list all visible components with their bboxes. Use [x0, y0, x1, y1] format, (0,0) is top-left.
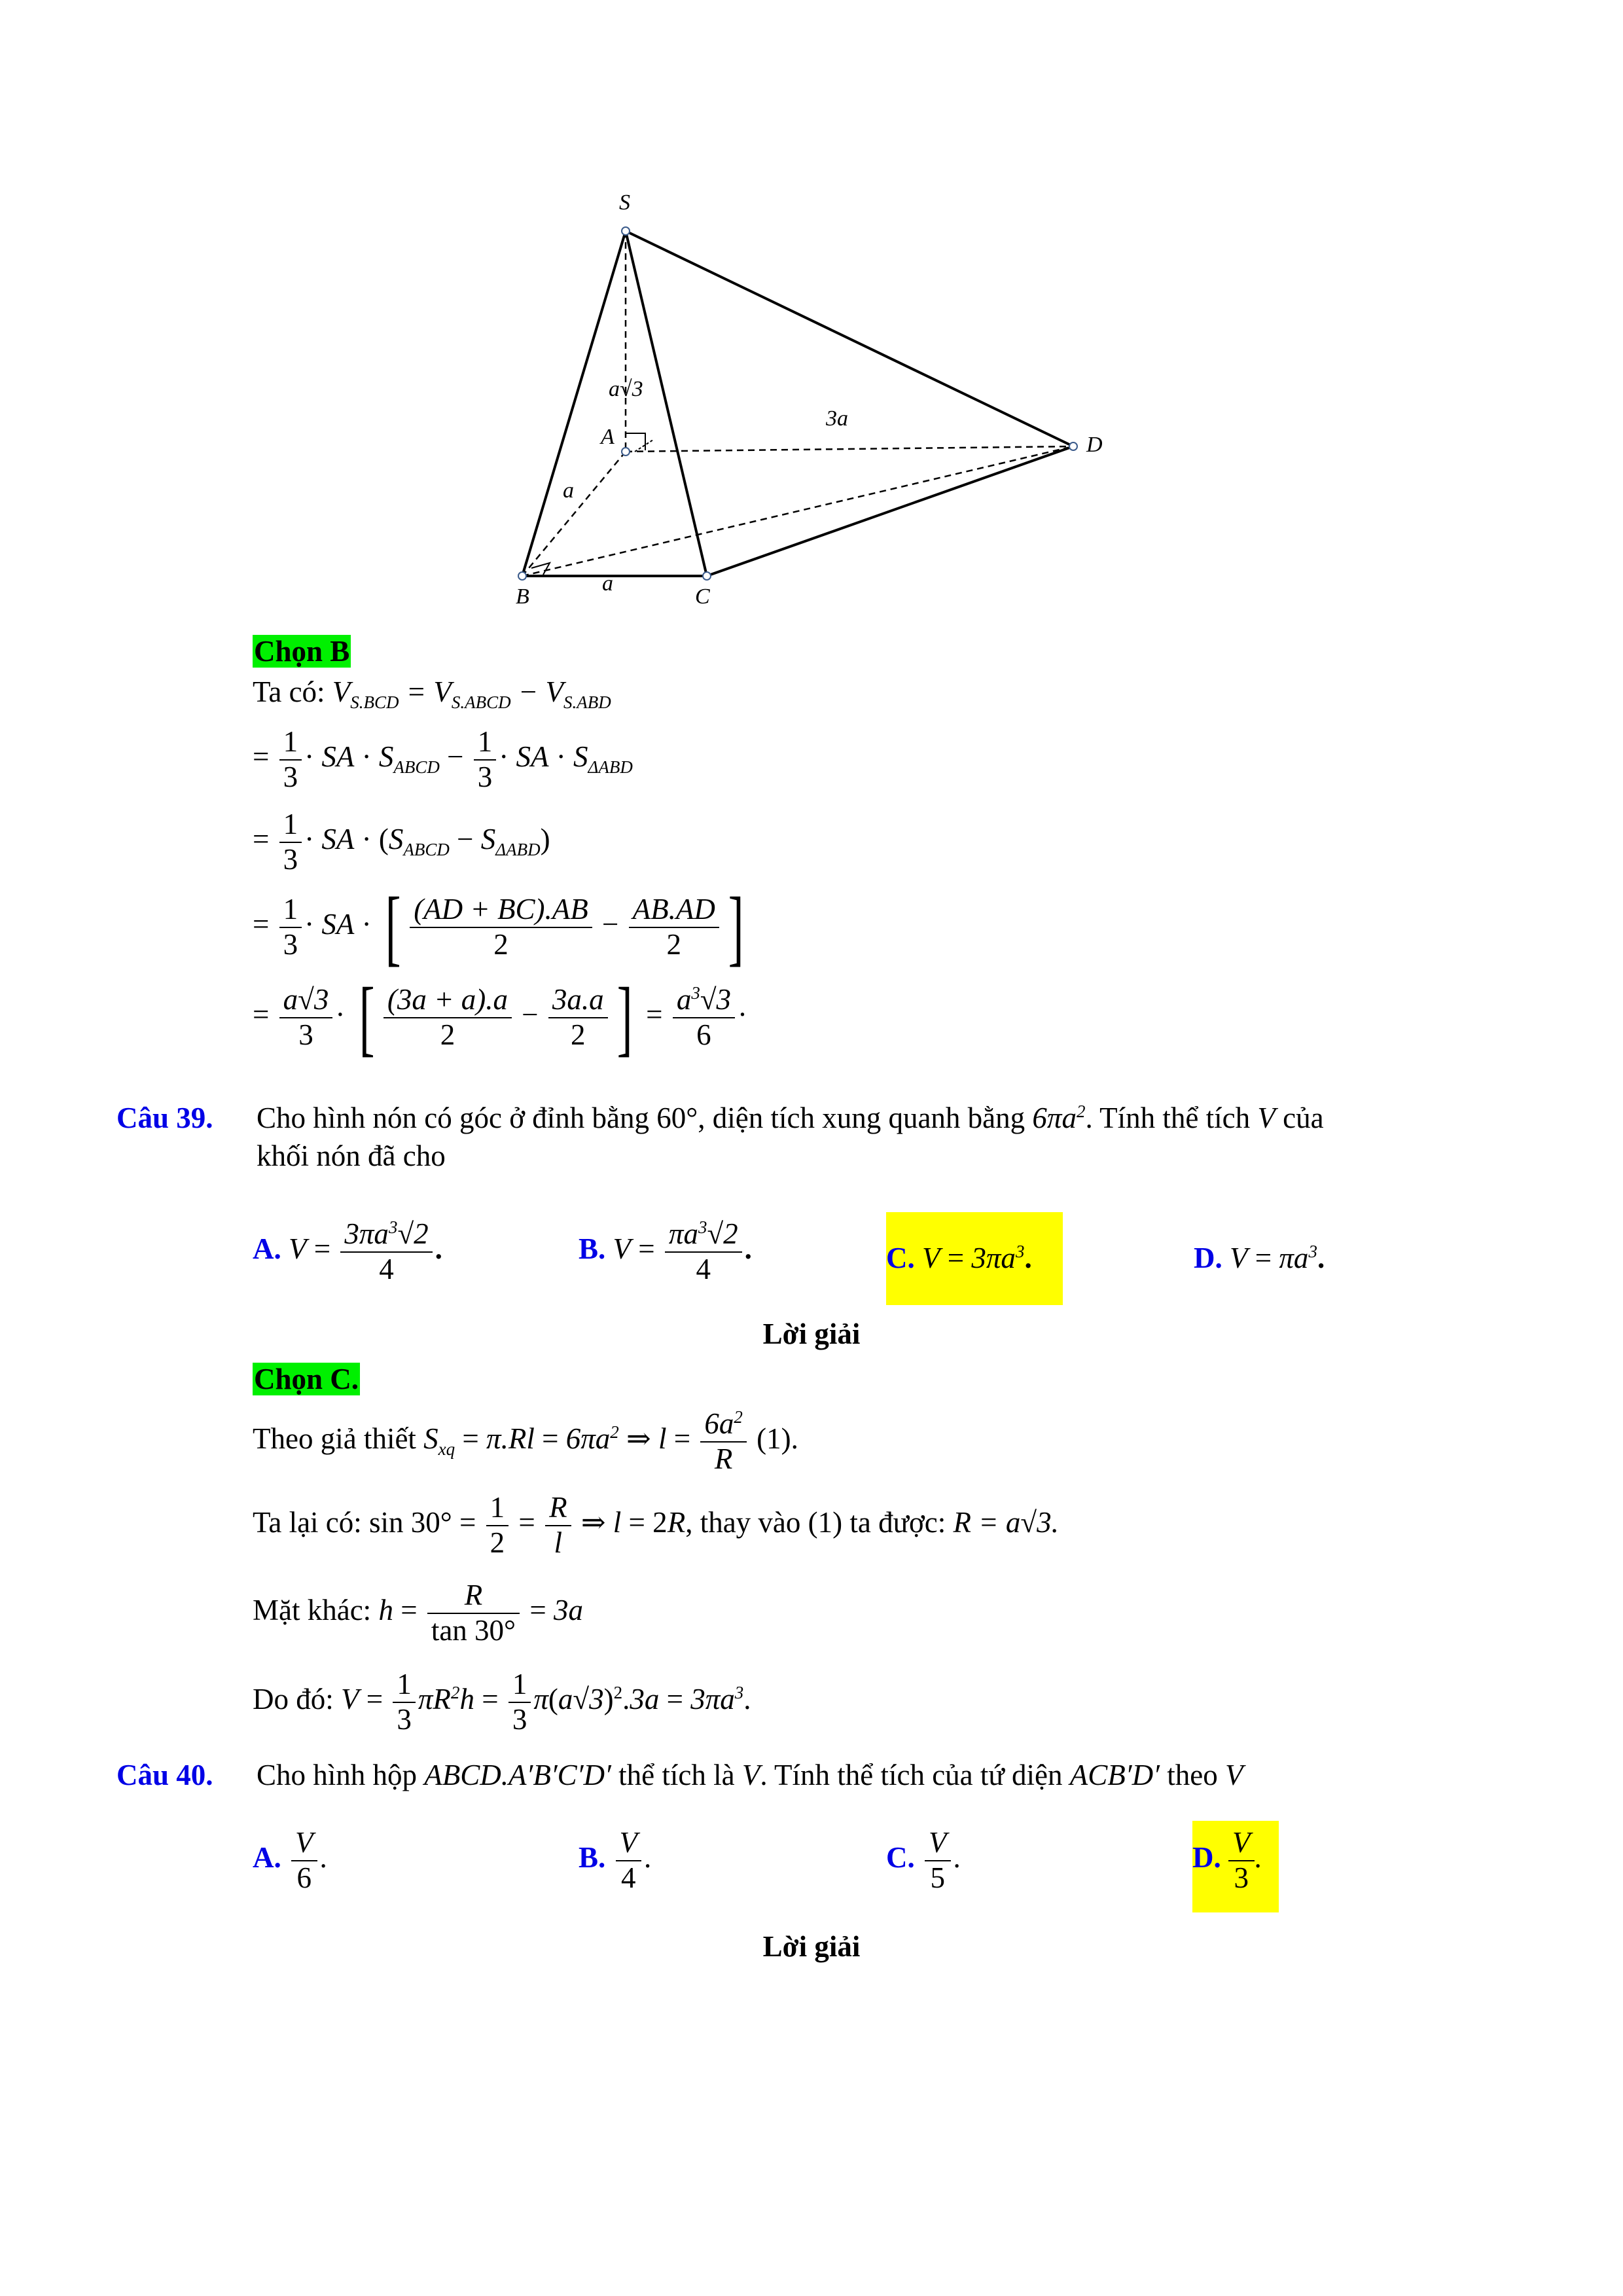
q40-label: Câu 40.	[116, 1759, 213, 1791]
q40-v: V	[741, 1759, 760, 1791]
q40-tetra-name: ACB′D′	[1069, 1759, 1160, 1791]
q39-label: Câu 39.	[116, 1102, 213, 1134]
q39-option-b[interactable]: B. V = $\frac{\pi a^3√2}{4}$ .	[579, 1217, 752, 1285]
q39-step-1: Theo giả thiết $S_{xq} = \pi.Rl = 6\pi a^2$ ⇒ l = $\frac{6a^2}{R}$ (1).	[253, 1407, 798, 1475]
vertex-d-label: D	[1086, 433, 1103, 457]
q39-option-d[interactable]: D. $V = \pi a^3$.	[1194, 1242, 1325, 1274]
sol38-line3-render: = $\frac{1}{3}$ · SA · $(S_{ABCD} - S_{\Delta ABD})$	[253, 808, 550, 876]
q39-step-3: Mặt khác: h = $\frac{R}{\tan 30^\circ}$ = 3a	[253, 1579, 583, 1647]
q39-step3-prefix: Mặt khác:	[253, 1594, 372, 1627]
q39-option-d-letter: D.	[1194, 1242, 1222, 1274]
q40-header	[116, 1758, 213, 1792]
q39-option-c[interactable]: C. $V = 3\pi a^3$.	[886, 1212, 1063, 1305]
q39-text-line1: Cho hình nón có góc ở đỉnh bằng 60°, diện tích xung quanh bằng $6\pi a^2$. Tính thể tích V của	[257, 1102, 1324, 1134]
q39-choose	[253, 1361, 360, 1397]
q40-text-a: Cho hình hộp	[257, 1759, 418, 1791]
q40-option-c[interactable]: C. $\frac{V}{5}$ .	[886, 1826, 961, 1894]
q39-step2-prefix: Ta lại có:	[253, 1506, 362, 1539]
edge-ad-label: 3a	[826, 406, 848, 431]
vertex-c-label: C	[695, 584, 710, 609]
sol38-line1-prefix: Ta có:	[253, 675, 325, 708]
sol38-line-2	[253, 725, 633, 795]
sol38-line-1	[253, 674, 611, 713]
q40-option-d[interactable]: D. $\frac{V}{3}$ .	[1192, 1821, 1279, 1912]
q40-option-a-num: V	[291, 1826, 317, 1861]
q40-option-c-num: V	[925, 1826, 951, 1861]
q40-text-d: theo	[1167, 1759, 1218, 1791]
vertex-b-label: B	[516, 584, 529, 609]
q40-option-b-letter: B.	[579, 1841, 606, 1874]
q39-option-a-letter: A.	[253, 1232, 281, 1266]
q39-header	[116, 1101, 213, 1135]
sol38-line-4	[253, 880, 750, 975]
q40-option-a[interactable]: A. $\frac{V}{6}$ .	[253, 1826, 327, 1894]
q39-step2-tail: ta được:	[849, 1506, 946, 1539]
sol38-line4-render: = $\frac{1}{3}$ · SA · [ $\frac{(AD + BC).AB}{2}$ − $\frac{AB.AD}{2}$ ]	[253, 880, 744, 975]
q40-box-name: ABCD.A′B′C′D′	[424, 1759, 611, 1791]
q39-option-b-letter: B.	[579, 1232, 606, 1266]
q40-text-c: . Tính thể tích của tứ diện	[760, 1759, 1063, 1791]
q40-option-b[interactable]: B. $\frac{V}{4}$ .	[579, 1826, 652, 1894]
q39-step-2: Ta lại có: sin 30° = $\frac{1}{2}$ = $\frac{R}{l}$ ⇒ l = 2R, thay vào (1) ta được: R = a√3.	[253, 1491, 1059, 1559]
sol38-choose	[253, 634, 351, 669]
sol38-line1-render: $V_{S.BCD} = V_{S.ABCD} - V_{S.ABD}$	[332, 675, 611, 712]
q40-text: Cho hình hộp ABCD.A′B′C′D′ thể tích là V. Tính thể tích của tứ diện ACB′D′ theo V	[257, 1759, 1243, 1791]
vertex-a-label: A	[601, 425, 615, 449]
q39-option-a[interactable]: A. V = $\frac{3\pi a^3√2}{4}$ .	[253, 1217, 442, 1285]
q40-option-b-num: V	[616, 1826, 642, 1861]
q39-text	[257, 1101, 1520, 1173]
q39-option-c-letter: C.	[886, 1242, 915, 1274]
sol38-line5-render: = $\frac{a√3}{3}$ · [ $\frac{(3a + a).a}{2}$ − $\frac{3a.a}{2}$ ] = $\frac{a^3√3}{6}$ ·	[253, 970, 748, 1065]
q40-option-d-num: V	[1228, 1826, 1255, 1861]
q40-option-a-letter: A.	[253, 1841, 281, 1874]
q40-option-d-letter: D.	[1192, 1841, 1221, 1874]
q40-option-a-den: 6	[296, 1861, 312, 1894]
q39-step2-mid: , thay vào	[685, 1506, 801, 1539]
q39-text-line2: khối nón đã cho	[257, 1139, 446, 1172]
q40-option-b-den: 4	[621, 1861, 636, 1894]
pyramid-figure	[497, 190, 1139, 622]
edge-ab-label: a	[563, 478, 574, 503]
q39-solution-title: Lời giải	[762, 1318, 861, 1350]
sol38-choose-label: Chọn B	[254, 635, 350, 668]
q40-text-b: thể tích là	[618, 1759, 735, 1791]
q39-step4-prefix: Do đó:	[253, 1683, 334, 1716]
q39-choose-label: Chọn C.	[254, 1363, 359, 1395]
sol38-line-5	[253, 970, 748, 1065]
q39-step-4: Do đó: V = $\frac{1}{3}$ $\pi R^2h$ = $\frac{1}{3}$ $\pi(a√3)^2.3a = 3\pi a^3$.	[253, 1668, 751, 1736]
q40-option-c-den: 5	[930, 1861, 945, 1894]
q39-step2-ref: (1)	[808, 1506, 843, 1539]
q39-step1-prefix: Theo giả thiết	[253, 1422, 416, 1456]
sol38-line-3	[253, 808, 550, 877]
sol38-line2-render: = $\frac{1}{3}$ · SA · $S_{ABCD}$ − $\frac{1}{3}$ · SA · $S_{\Delta ABD}$	[253, 725, 633, 793]
q40-option-d-den: 3	[1234, 1861, 1249, 1894]
vertex-s-label: S	[619, 190, 630, 215]
edge-bc-label: a	[602, 571, 613, 596]
q40-solution-title: Lời giải	[762, 1930, 861, 1963]
edge-sa-label: a√3	[609, 377, 643, 401]
q39-step2-result: R = a√3.	[953, 1506, 1059, 1539]
q40-option-c-letter: C.	[886, 1841, 915, 1874]
